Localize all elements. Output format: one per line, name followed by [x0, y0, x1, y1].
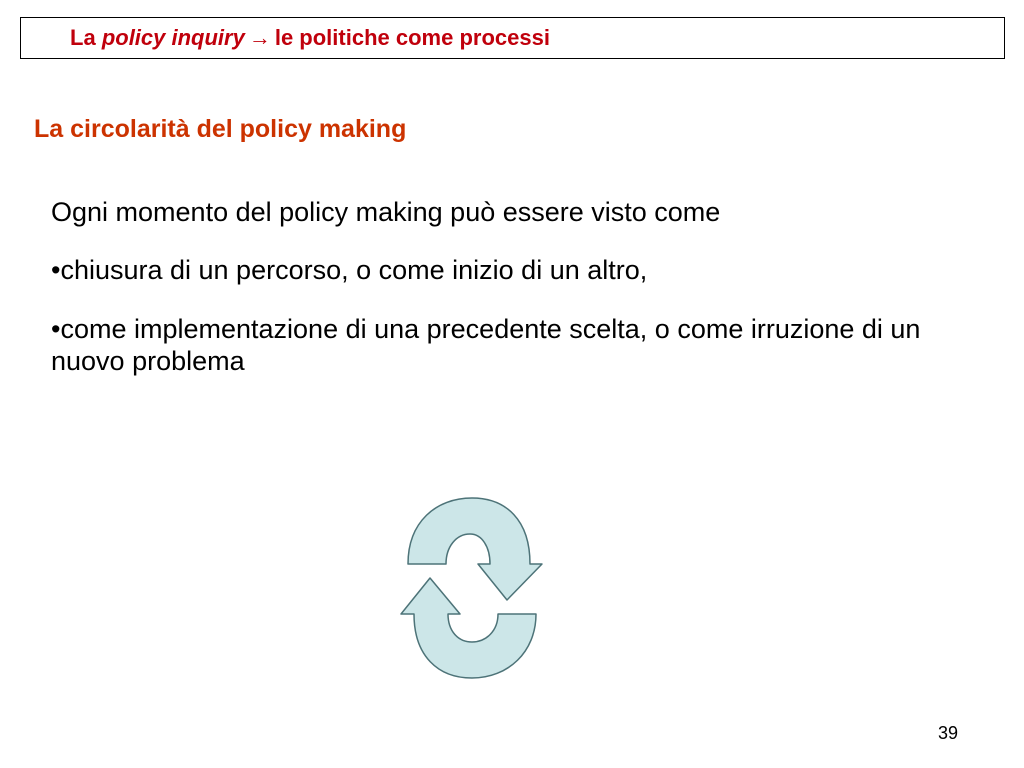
right-arrow-icon: →: [248, 25, 271, 50]
body-paragraph-2: •chiusura di un percorso, o come inizio di un altro,: [51, 255, 648, 285]
section-title: La circolarità del policy making: [34, 115, 407, 143]
body-paragraph-1: Ogni momento del policy making può essere visto come: [51, 197, 721, 227]
body-paragraph-3: •come implementazione di una precedente scelta, o come irruzione di un nuovo problema: [51, 314, 921, 376]
page-number: 39: [938, 723, 959, 743]
header-title: [70, 25, 550, 51]
header-title-italic: policy inquiry: [101, 25, 245, 50]
header-title-prefix: La: [70, 25, 96, 50]
bottom-arrow-shape: [401, 578, 536, 678]
circular-arrows-icon: [396, 492, 548, 682]
header-title-suffix: le politiche come processi: [274, 25, 550, 50]
header-box: [20, 17, 1005, 59]
